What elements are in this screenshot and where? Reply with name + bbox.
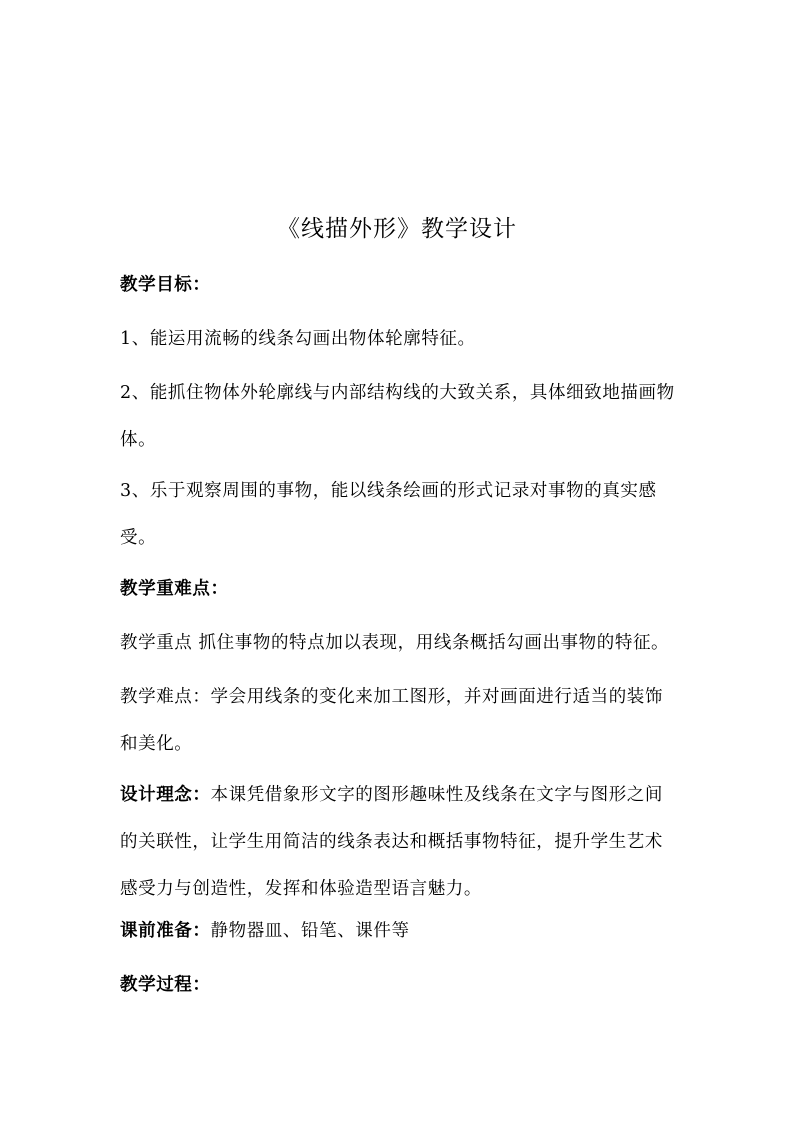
objective-item-2: 2、能抓住物体外轮廓线与内部结构线的大致关系，具体细致地描画物体。 (120, 383, 675, 450)
document-title: 《线描外形》教学设计 (277, 216, 517, 242)
objective-item-1: 1、能运用流畅的线条勾画出物体轮廓特征。 (120, 329, 476, 349)
key-points-heading: 教学重难点： (120, 579, 229, 599)
design-concept-text: 本课凭借象形文字的图形趣味性及线条在文字与图形之间的关联性，让学生用简洁的线条表达和概括事物特征，提升学生艺术感受力与创造性，发挥和体验造型语言魅力。 (120, 785, 663, 899)
teaching-focus: 教学重点 抓住事物的特点加以表现，用线条概括勾画出事物的特征。 (120, 633, 670, 653)
objective-item-3: 3、乐于观察周围的事物，能以线条绘画的形式记录对事物的真实感受。 (120, 481, 657, 548)
preparation-text: 静物器皿、铅笔、课件等 (210, 921, 410, 941)
process-heading: 教学过程： (120, 975, 211, 995)
teaching-difficulty: 教学难点：学会用线条的变化来加工图形，并对画面进行适当的装饰和美化。 (120, 687, 663, 754)
preparation-label: 课前准备： (120, 921, 211, 941)
design-concept-paragraph (120, 772, 680, 913)
design-concept-label: 设计理念： (120, 785, 211, 805)
objectives-heading: 教学目标： (120, 275, 211, 295)
preparation-paragraph (120, 908, 680, 955)
